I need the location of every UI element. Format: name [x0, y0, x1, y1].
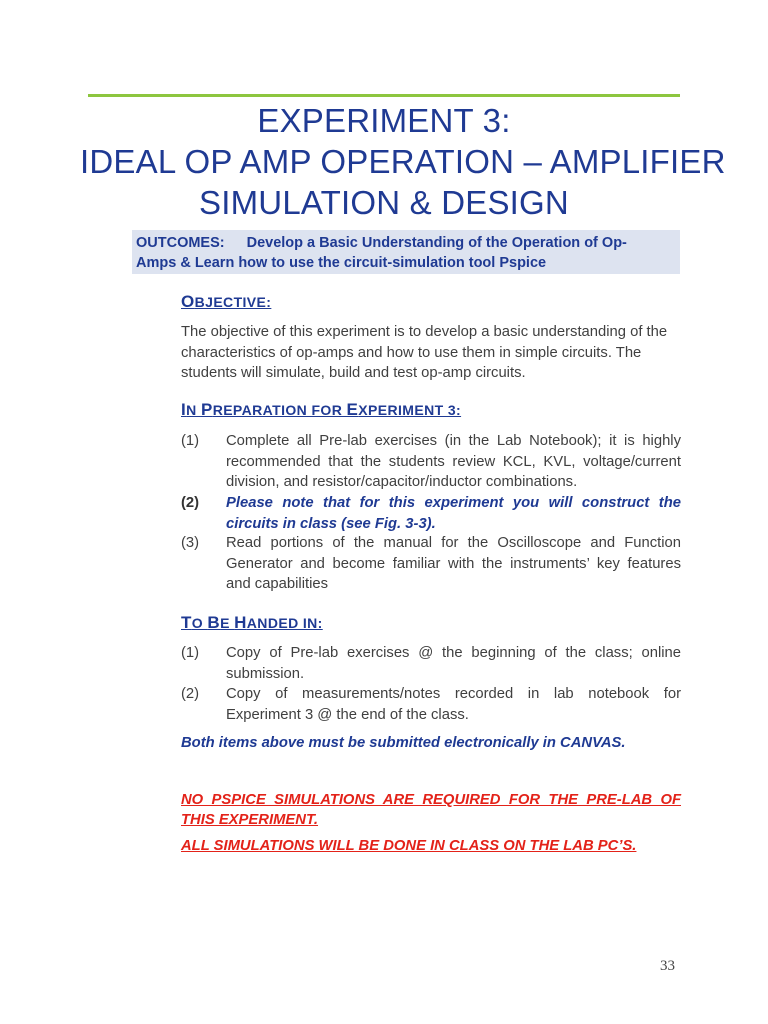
handed-in-heading: TO BE HANDED IN: — [181, 613, 323, 632]
preparation-item: (2) Please note that for this experiment you will construct the circuits in class (see Fig. 3-3). — [181, 495, 681, 532]
outcomes-text-1: Develop a Basic Understanding of the Operation of Op- — [246, 235, 627, 251]
title-line-2: IDEAL OP AMP OPERATION – AMPLIFIER — [80, 143, 726, 180]
title-divider — [88, 94, 680, 97]
page-number: 33 — [660, 958, 675, 974]
preparation-item: (1) Complete all Pre-lab exercises (in the Lab Notebook); it is highly recommended that the students review KCL, KVL, voltage/current division, and resistor/capacitor/inductor combinations. — [181, 433, 681, 490]
title-line-1: EXPERIMENT 3: — [257, 102, 511, 139]
outcomes-box — [132, 230, 680, 274]
simulations-warning: ALL SIMULATIONS WILL BE DONE IN CLASS ON THE LAB PC’S. — [181, 838, 637, 854]
handed-in-item: (2) Copy of measurements/notes recorded in lab notebook for Experiment 3 @ the end of the class. — [181, 686, 681, 723]
handed-in-item: (1) Copy of Pre-lab exercises @ the beginning of the class; online submission. — [181, 645, 681, 682]
submission-note: Both items above must be submitted electronically in CANVAS. — [181, 735, 626, 751]
preparation-heading: IN PREPARATION FOR EXPERIMENT 3: — [181, 400, 462, 419]
preparation-item: (3) Read portions of the manual for the Oscilloscope and Function Generator and become familiar with the instruments’ key features and capabilities — [181, 535, 681, 592]
objective-body: The objective of this experiment is to develop a basic understanding of the characteristics of op-amps and how to use them in simple circuits. The students will simulate, build and test op-amp circuits. — [181, 324, 668, 381]
objective-heading: OBJECTIVE: — [181, 292, 272, 311]
page-title — [80, 100, 726, 223]
no-pspice-warning: NO PSPICE SIMULATIONS ARE REQUIRED FOR THE PRE-LAB OF THIS EXPERIMENT. — [181, 792, 681, 828]
outcomes-label: OUTCOMES: — [136, 235, 225, 251]
title-line-3: SIMULATION & DESIGN — [199, 184, 569, 221]
outcomes-text-2: Amps & Learn how to use the circuit-simulation tool Pspice — [136, 255, 547, 271]
